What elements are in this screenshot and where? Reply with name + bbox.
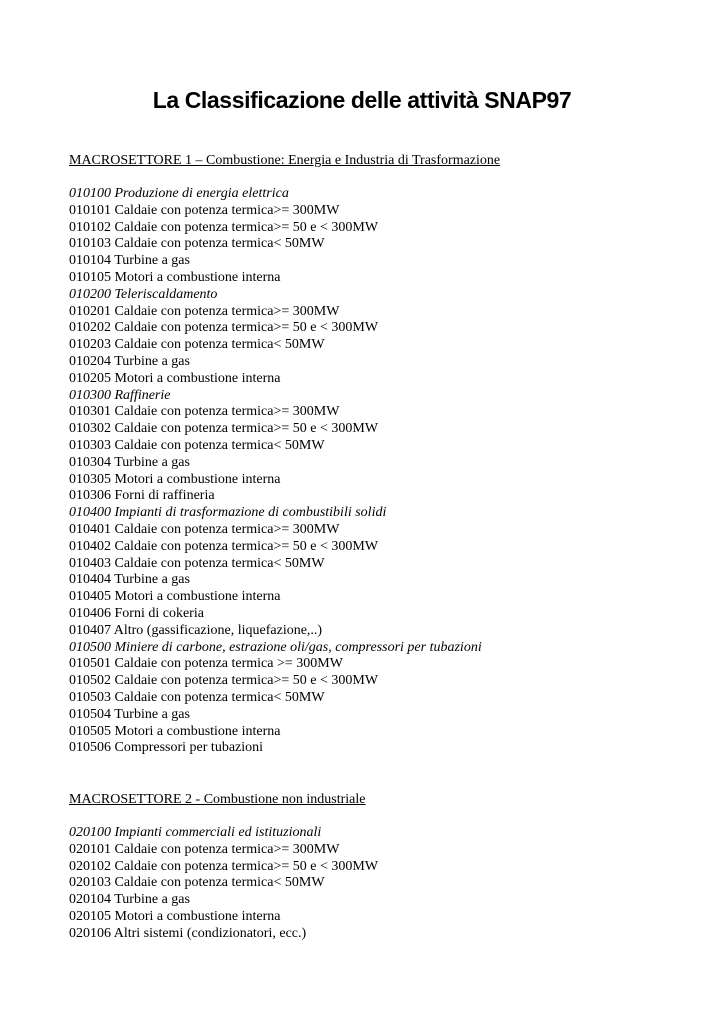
subsector-heading: 010300 Raffinerie [69, 387, 171, 403]
activity-line: 010504 Turbine a gas [69, 706, 190, 722]
subsector-heading: 010100 Produzione di energia elettrica [69, 186, 289, 201]
activity-line: 010404 Turbine a gas [69, 572, 190, 588]
activity-line: 010102 Caldaie con potenza termica>= 50 e < 300MW [69, 219, 379, 235]
activity-line: 010302 Caldaie con potenza termica>= 50 e < 300MW [69, 421, 379, 437]
activity-line: 010403 Caldaie con potenza termica< 50MW [69, 555, 325, 571]
subsector-heading: 010200 Teleriscaldamento [69, 286, 218, 302]
activity-line: 010104 Turbine a gas [69, 253, 190, 269]
macrosector-2-heading: MACROSETTORE 2 - Combustione non industriale [69, 792, 366, 807]
activity-line: 010301 Caldaie con potenza termica>= 300MW [69, 404, 340, 420]
activity-line: 010506 Compressori per tubazioni [69, 740, 264, 756]
activity-line: 010205 Motori a combustione interna [69, 370, 281, 386]
macrosector-2 [69, 791, 689, 943]
activity-line: 010305 Motori a combustione interna [69, 471, 281, 487]
subsector-heading: 020100 Impianti commerciali ed istituzionali [69, 825, 322, 840]
activity-line: 020106 Altri sistemi (condizionatori, ecc.) [69, 925, 307, 941]
activity-line: 020101 Caldaie con potenza termica>= 300MW [69, 841, 340, 857]
activity-line: 010303 Caldaie con potenza termica< 50MW [69, 437, 325, 453]
activity-line: 010401 Caldaie con potenza termica>= 300MW [69, 521, 340, 537]
activity-line: 010505 Motori a combustione interna [69, 723, 281, 739]
activity-line: 020102 Caldaie con potenza termica>= 50 e < 300MW [69, 858, 379, 874]
macrosector-2-list [69, 825, 689, 943]
activity-line: 010202 Caldaie con potenza termica>= 50 e < 300MW [69, 320, 379, 336]
subsector-heading: 010400 Impianti di trasformazione di combustibili solidi [69, 505, 387, 521]
activity-line: 010103 Caldaie con potenza termica< 50MW [69, 236, 325, 252]
activity-line: 020103 Caldaie con potenza termica< 50MW [69, 875, 325, 891]
activity-line: 010407 Altro (gassificazione, liquefazione,..) [69, 622, 323, 638]
macrosector-1 [69, 152, 689, 757]
activity-line: 020104 Turbine a gas [69, 892, 190, 908]
activity-line: 010402 Caldaie con potenza termica>= 50 e < 300MW [69, 538, 379, 554]
document-title: La Classificazione delle attività SNAP97 [152, 87, 572, 113]
activity-line: 010405 Motori a combustione interna [69, 589, 281, 605]
activity-line: 010204 Turbine a gas [69, 353, 190, 369]
activity-line: 010201 Caldaie con potenza termica>= 300MW [69, 303, 340, 319]
activity-line: 010203 Caldaie con potenza termica< 50MW [69, 337, 325, 353]
activity-line: 010101 Caldaie con potenza termica>= 300MW [69, 202, 340, 218]
activity-line: 010306 Forni di raffineria [69, 488, 215, 504]
activity-line: 010406 Forni di cokeria [69, 605, 204, 621]
activity-line: 010304 Turbine a gas [69, 454, 190, 470]
macrosector-1-list [69, 186, 689, 757]
activity-line: 010105 Motori a combustione interna [69, 269, 281, 285]
activity-line: 010501 Caldaie con potenza termica >= 300MW [69, 656, 343, 672]
subsector-heading: 010500 Miniere di carbone, estrazione oli/gas, compressori per tubazioni [69, 639, 482, 655]
activity-line: 010503 Caldaie con potenza termica< 50MW [69, 689, 325, 705]
activity-line: 020105 Motori a combustione interna [69, 908, 281, 924]
macrosector-1-heading: MACROSETTORE 1 – Combustione: Energia e Industria di Trasformazione [69, 153, 501, 168]
activity-line: 010502 Caldaie con potenza termica>= 50 e < 300MW [69, 673, 379, 689]
